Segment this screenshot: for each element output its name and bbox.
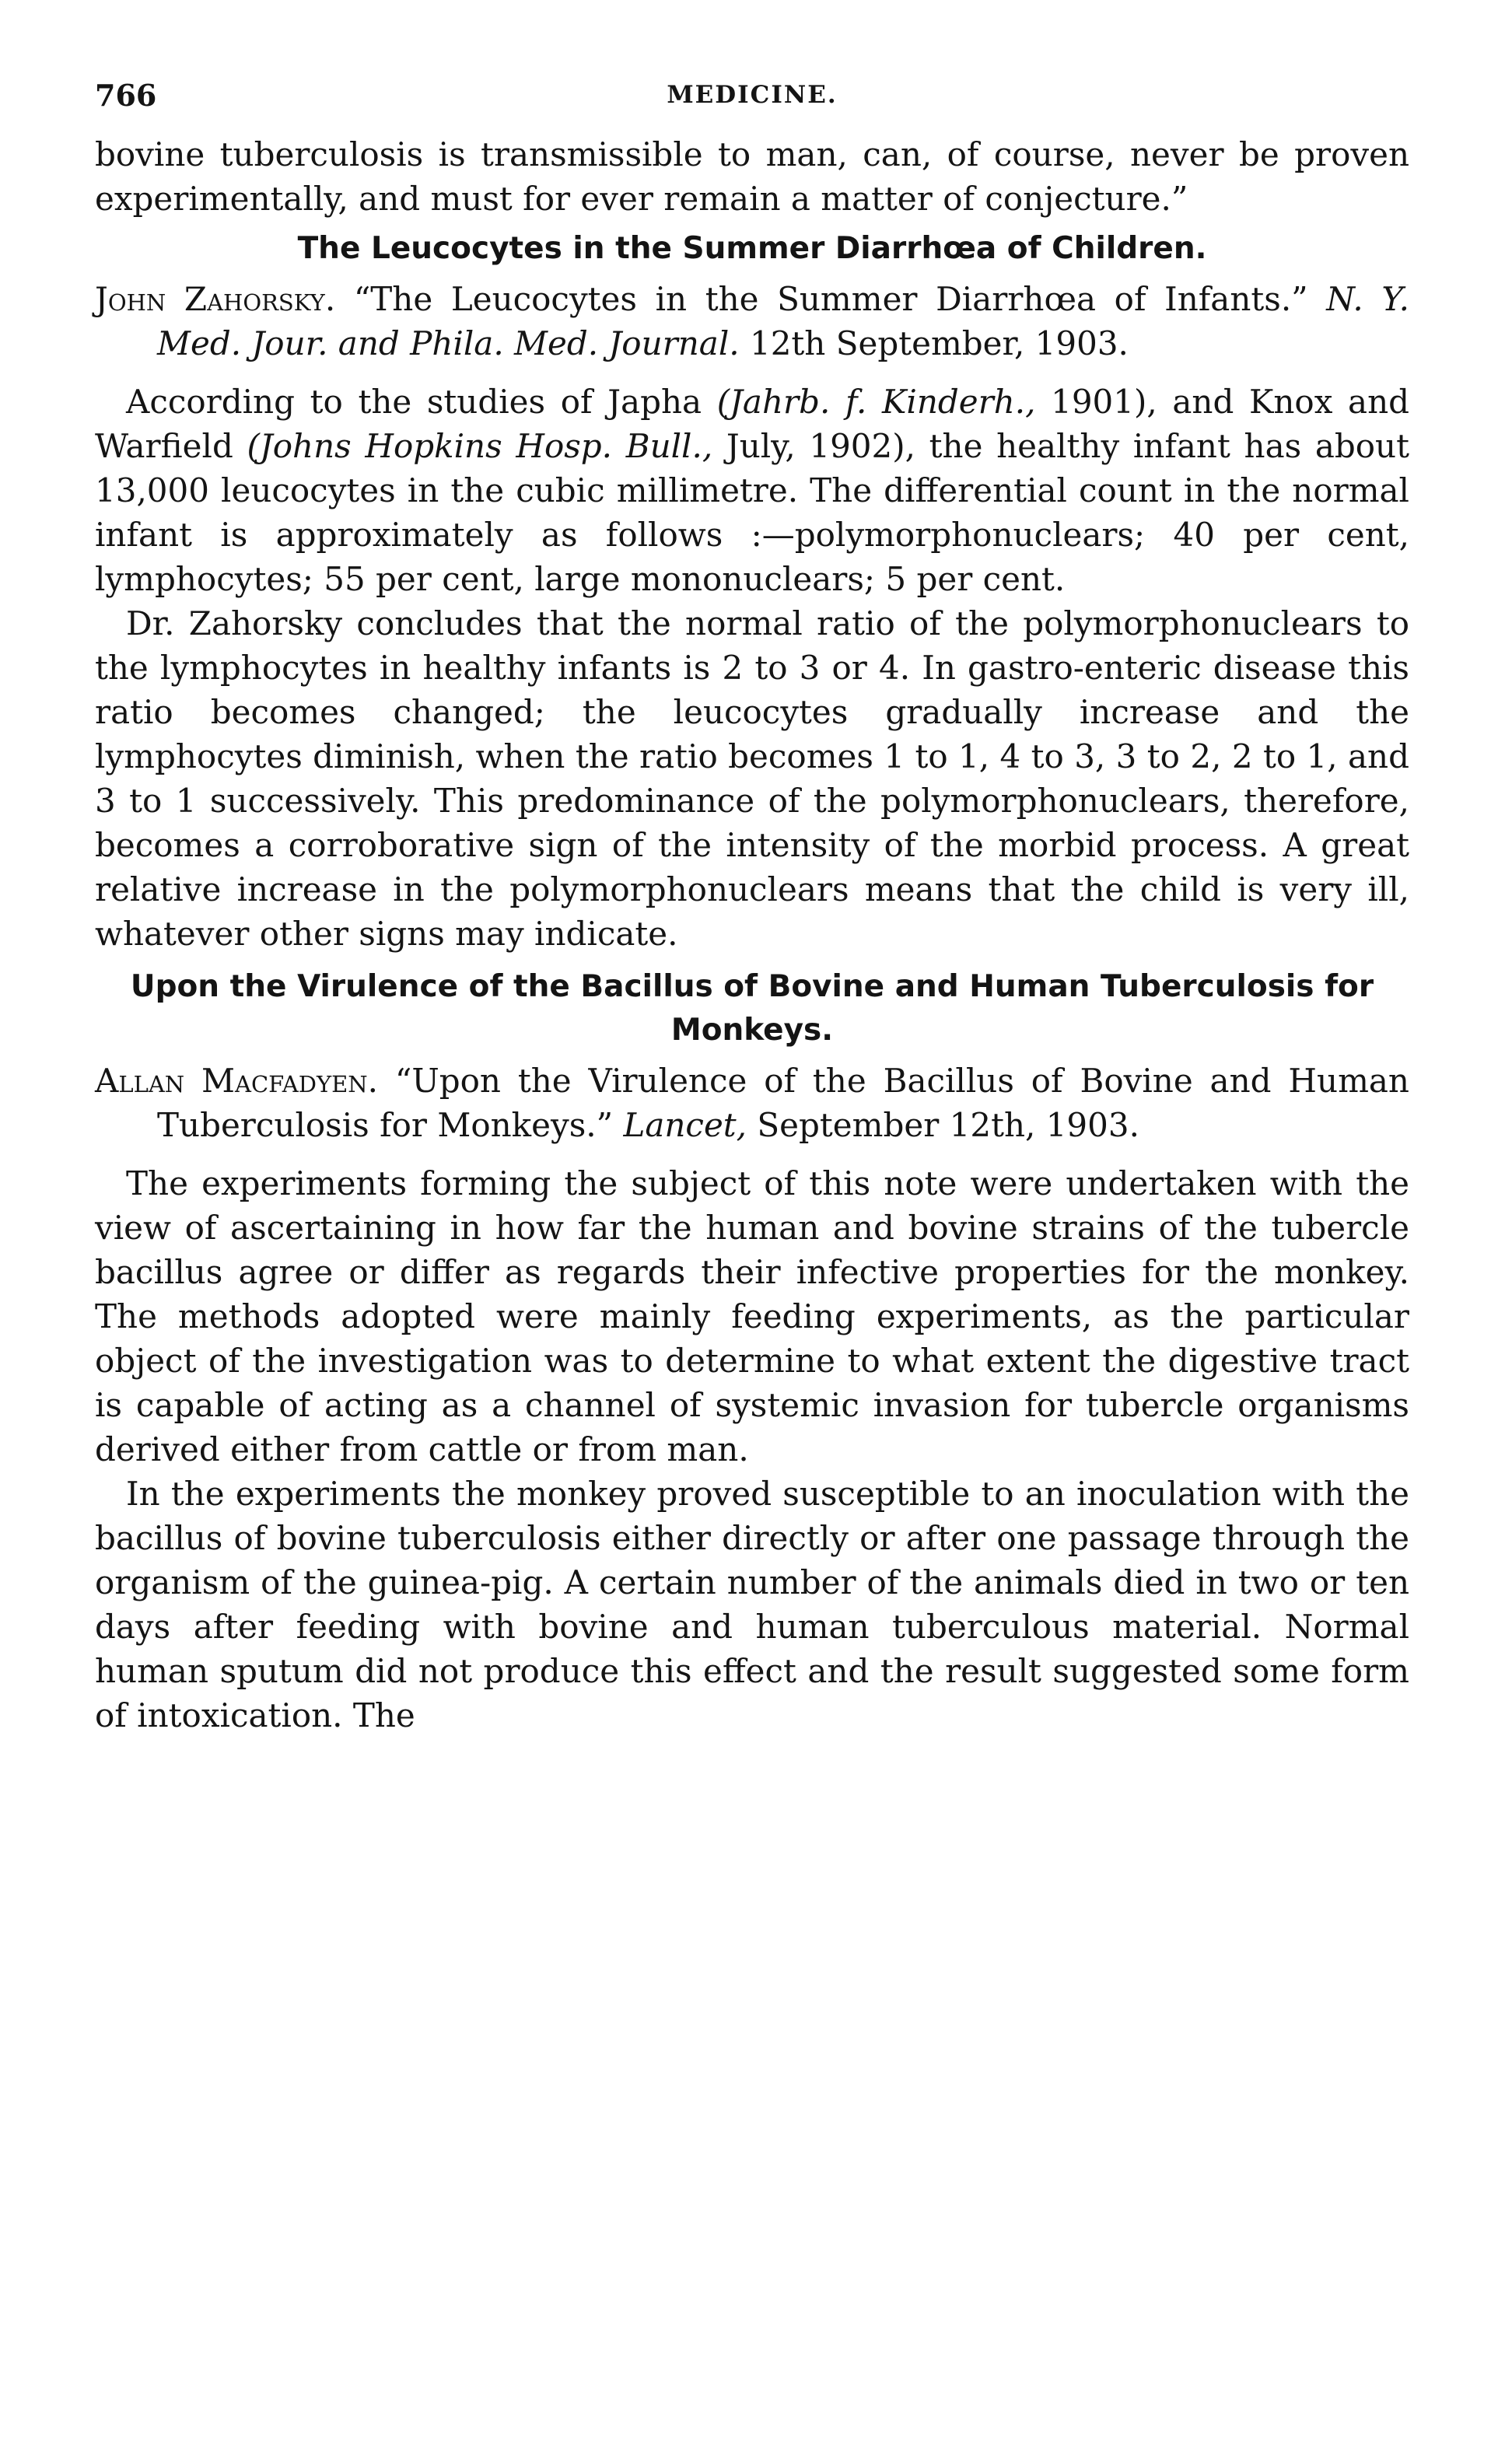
paragraph-monkey-results: In the experiments the monkey proved susceptible to an inoculation with the bacillus of bovine tuberculosis either directly or after one passage through the organism of the guinea-pig. A certain number of the animals died in two or ten days after feeding with bovine and human tuberculous material. Normal human sputum did not produce this effect and the result suggested some form of intoxication. The (95, 1475, 1409, 1734)
paragraph-text: 1901), and Knox and Warfield (95, 383, 1410, 465)
paragraph-japha (95, 380, 1409, 601)
paragraph-text: July, 1902), the healthy infant has about 13,000 leucocytes in the cubic millimetre. The differential count in the normal infant is approximately as follows :—polymorphonuclears; 40 per cent, lymphocytes; 55 per cent, large mononuclears; 5 per cent. (95, 427, 1409, 598)
citation-author: John Zahorsky. (95, 280, 336, 318)
page-body (95, 132, 1409, 1738)
citation-journal: Lancet, (623, 1106, 747, 1144)
continuation-paragraph: bovine tuberculosis is transmissible to man, can, of course, never be proven experimentally, and must for ever remain a matter of conjecture.” (95, 135, 1409, 218)
paragraph-experiments: The experiments forming the subject of this note were undertaken with the view of ascertaining in how far the human and bovine strains of the tubercle bacillus agree or differ as regards their infective properties for the monkey. The methods adopted were mainly feeding experiments, as the particular object of the investigation was to determine to what extent the digestive tract is capable of acting as a channel of systemic invasion for tubercle organisms derived either from cattle or from man. (95, 1164, 1409, 1468)
paragraph-zahorsky-conclusion: Dr. Zahorsky concludes that the normal ratio of the polymorphonuclears to the lymphocytes in healthy infants is 2 to 3 or 4. In gastro-enteric disease this ratio becomes changed; the leucocytes gradually increase and the lymphocytes diminish, when the ratio becomes 1 to 1, 4 to 3, 3 to 2, 2 to 1, and 3 to 1 successively. This predominance of the polymorphonuclears, therefore, becomes a corroborative sign of the intensity of the morbid process. A great relative increase in the polymorphonuclears means that the child is very ill, whatever other signs may indicate. (95, 604, 1409, 953)
citation-author: Allan Macfadyen. (95, 1062, 379, 1100)
running-head (95, 78, 1409, 132)
citation-journal: N. Y. Med. Jour. and Phila. Med. Journal. (157, 280, 1409, 362)
running-title: MEDICINE. (667, 81, 838, 109)
citation-article-title: “The Leucocytes in the Summer Diarrhœa of Infants.” (353, 280, 1308, 318)
citation-date: September 12th, 1903. (757, 1106, 1139, 1144)
page-number: 766 (95, 78, 157, 113)
citation-date: 12th September, 1903. (749, 324, 1129, 362)
citation-macfadyen (95, 1059, 1409, 1147)
article-title-virulence: Upon the Virulence of the Bacillus of Bovine and Human Tuberculosis for Monkeys. (130, 969, 1374, 1048)
reference-jahrb: (Jahrb. f. Kinderh., (716, 383, 1036, 421)
reference-johns-hopkins: (Johns Hopkins Hosp. Bull., (247, 427, 713, 465)
citation-article-title: “Upon the Virulence of the Bacillus of Bovine and Human Tuberculosis for Monkeys.” (157, 1062, 1409, 1144)
article-title-leucocytes: The Leucocytes in the Summer Diarrhœa of Children. (297, 231, 1207, 266)
paragraph-text: According to the studies of Japha (126, 383, 717, 421)
citation-zahorsky (95, 277, 1409, 366)
book-page (95, 78, 1409, 1738)
